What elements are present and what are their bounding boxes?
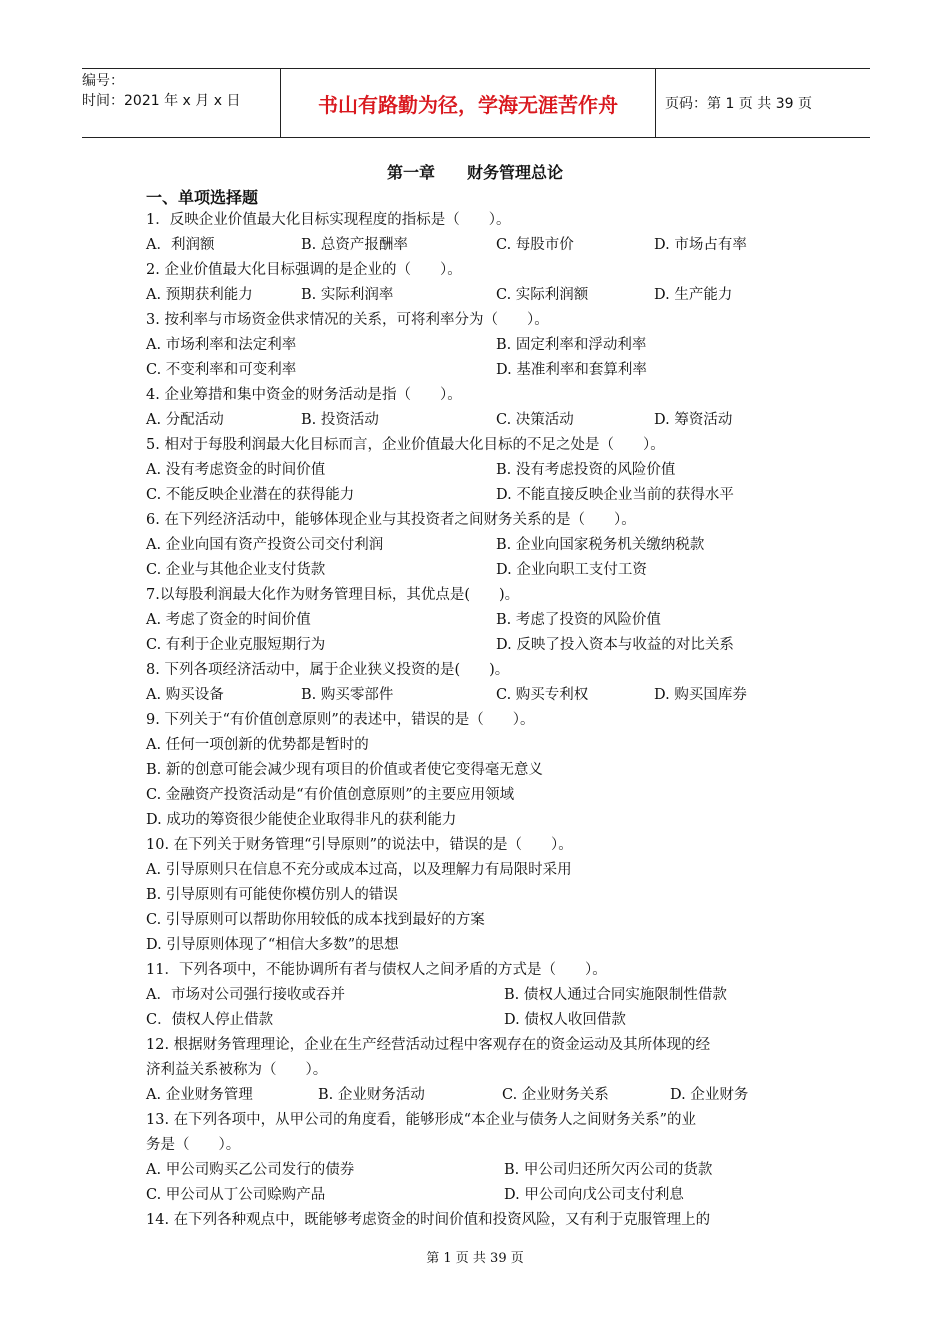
question-line: 11．下列各项中，不能协调所有者与债权人之间矛盾的方式是（ ）。: [146, 962, 607, 978]
option-text: C. 甲公司从丁公司赊购产品: [146, 1187, 326, 1203]
option-text: B. 投资活动: [301, 412, 379, 428]
option-text: C. 决策活动: [496, 412, 574, 428]
option-text: B. 总资产报酬率: [301, 237, 408, 253]
option-text: D. 企业财务: [670, 1087, 749, 1103]
option-text: B. 购买零部件: [301, 687, 394, 703]
option-text: D. 债权人收回借款: [504, 1012, 626, 1028]
option-text: A．市场对公司强行接收或吞并: [146, 987, 345, 1003]
options-row: [146, 283, 816, 308]
options-row: [146, 1158, 816, 1183]
question-list: [146, 208, 816, 1233]
option-text: C. 不变利率和可变利率: [146, 362, 297, 378]
option-text: B. 没有考虑投资的风险价值: [496, 462, 676, 478]
options-row: [146, 983, 816, 1008]
option-text: B. 实际利润率: [301, 287, 394, 303]
options-row: [146, 683, 816, 708]
header-motto: 书山有路勤为径，学海无涯苦作舟: [280, 69, 656, 137]
option-text: A．利润额: [146, 237, 215, 253]
question-line: 务是（ ）。: [146, 1137, 241, 1153]
option-text: C. 企业与其他企业支付货款: [146, 562, 326, 578]
question-line: 14. 在下列各种观点中，既能够考虑资金的时间价值和投资风险，又有利于克服管理上的: [146, 1212, 711, 1228]
option-text: A. 考虑了资金的时间价值: [146, 612, 311, 628]
page-footer: 第 1 页 共 39 页: [426, 1251, 524, 1266]
options-row: [146, 458, 816, 483]
question-line: 13. 在下列各项中，从甲公司的角度看，能够形成“本企业与债务人之间财务关系”的业: [146, 1112, 696, 1128]
option-text: D. 市场占有率: [654, 237, 747, 253]
option-text: B. 企业财务活动: [318, 1087, 425, 1103]
question-line: 10. 在下列关于财务管理“引导原则”的说法中，错误的是（ ）。: [146, 837, 573, 853]
options-row: [146, 608, 816, 633]
option-text: D. 基准利率和套算利率: [496, 362, 647, 378]
section-title: 一、单项选择题: [146, 188, 259, 207]
options-row: [146, 533, 816, 558]
option-text: B. 债权人通过合同实施限制性借款: [504, 987, 727, 1003]
option-text: D. 企业向职工支付工资: [496, 562, 647, 578]
option-text: C. 不能反映企业潜在的获得能力: [146, 487, 355, 503]
option-text: C. 购买专利权: [496, 687, 589, 703]
option-text: D. 生产能力: [654, 287, 733, 303]
option-text: D. 筹资活动: [654, 412, 733, 428]
option-text: C. 每股市价: [496, 237, 574, 253]
options-row: [146, 558, 816, 583]
options-row: [146, 633, 816, 658]
option-text: A. 甲公司购买乙公司发行的债券: [146, 1162, 355, 1178]
question-line: 济利益关系被称为（ ）。: [146, 1062, 328, 1078]
question-line: 12. 根据财务管理理论，企业在生产经营活动过程中客观存在的资金运动及其所体现的经: [146, 1037, 711, 1053]
option-text: D. 不能直接反映企业当前的获得水平: [496, 487, 734, 503]
question-line: 8. 下列各项经济活动中，属于企业狭义投资的是( )。: [146, 662, 510, 678]
option-text: D. 购买国库券: [654, 687, 747, 703]
options-row: [146, 333, 816, 358]
date-label: 时间：2021 年 x 月 x 日: [82, 93, 241, 109]
question-line: 2. 企业价值最大化目标强调的是企业的（ ）。: [146, 262, 462, 278]
options-row: [146, 1083, 816, 1108]
option-text: A. 分配活动: [146, 412, 224, 428]
option-text: C．债权人停止借款: [146, 1012, 274, 1028]
question-line: 1．反映企业价值最大化目标实现程度的指标是（ ）。: [146, 212, 511, 228]
options-row: [146, 408, 816, 433]
option-text: B. 企业向国家税务机关缴纳税款: [496, 537, 705, 553]
option-text: A. 企业财务管理: [146, 1087, 253, 1103]
option-text: A. 企业向国有资产投资公司交付利润: [146, 537, 384, 553]
question-line: B. 引导原则有可能使你模仿别人的错误: [146, 887, 398, 903]
question-line: B. 新的创意可能会减少现有项目的价值或者使它变得毫无意义: [146, 762, 543, 778]
header-page-info: 页码：第 1 页 共 39 页: [665, 96, 812, 112]
question-line: 3. 按利率与市场资金供求情况的关系，可将利率分为（ ）。: [146, 312, 549, 328]
options-row: [146, 358, 816, 383]
option-text: A. 购买设备: [146, 687, 224, 703]
question-line: A. 引导原则只在信息不充分或成本过高，以及理解力有局限时采用: [146, 862, 572, 878]
option-text: C. 有利于企业克服短期行为: [146, 637, 326, 653]
question-line: A. 任何一项创新的优势都是暂时的: [146, 737, 369, 753]
option-text: D. 甲公司向戊公司支付利息: [504, 1187, 684, 1203]
question-line: 7.以每股利润最大化作为财务管理目标，其优点是( )。: [146, 587, 520, 603]
question-line: C. 引导原则可以帮助你用较低的成本找到最好的方案: [146, 912, 485, 928]
options-row: [146, 233, 816, 258]
page-header: [82, 68, 870, 138]
question-line: D. 成功的筹资很少能使企业取得非凡的获利能力: [146, 812, 457, 828]
options-row: [146, 1008, 816, 1033]
option-text: C. 企业财务关系: [502, 1087, 609, 1103]
header-meta: [82, 69, 280, 139]
question-line: 5. 相对于每股利润最大化目标而言，企业价值最大化目标的不足之处是（ ）。: [146, 437, 665, 453]
options-row: [146, 483, 816, 508]
option-text: B. 固定利率和浮动利率: [496, 337, 647, 353]
option-text: A. 没有考虑资金的时间价值: [146, 462, 326, 478]
option-text: D. 反映了投入资本与收益的对比关系: [496, 637, 734, 653]
question-line: 9. 下列关于“有价值创意原则”的表述中，错误的是（ ）。: [146, 712, 535, 728]
question-line: C. 金融资产投资活动是“有价值创意原则”的主要应用领域: [146, 787, 515, 803]
chapter-title: 第一章 财务管理总论: [386, 163, 563, 182]
option-text: C. 实际利润额: [496, 287, 589, 303]
option-text: B. 考虑了投资的风险价值: [496, 612, 661, 628]
question-line: 4. 企业筹措和集中资金的财务活动是指（ ）。: [146, 387, 462, 403]
question-line: 6. 在下列经济活动中，能够体现企业与其投资者之间财务关系的是（ ）。: [146, 512, 636, 528]
question-line: D. 引导原则体现了“相信大多数”的思想: [146, 937, 399, 953]
options-row: [146, 1183, 816, 1208]
option-text: A. 市场利率和法定利率: [146, 337, 297, 353]
number-label: 编号：: [82, 73, 124, 89]
option-text: A. 预期获利能力: [146, 287, 253, 303]
option-text: B. 甲公司归还所欠丙公司的货款: [504, 1162, 713, 1178]
